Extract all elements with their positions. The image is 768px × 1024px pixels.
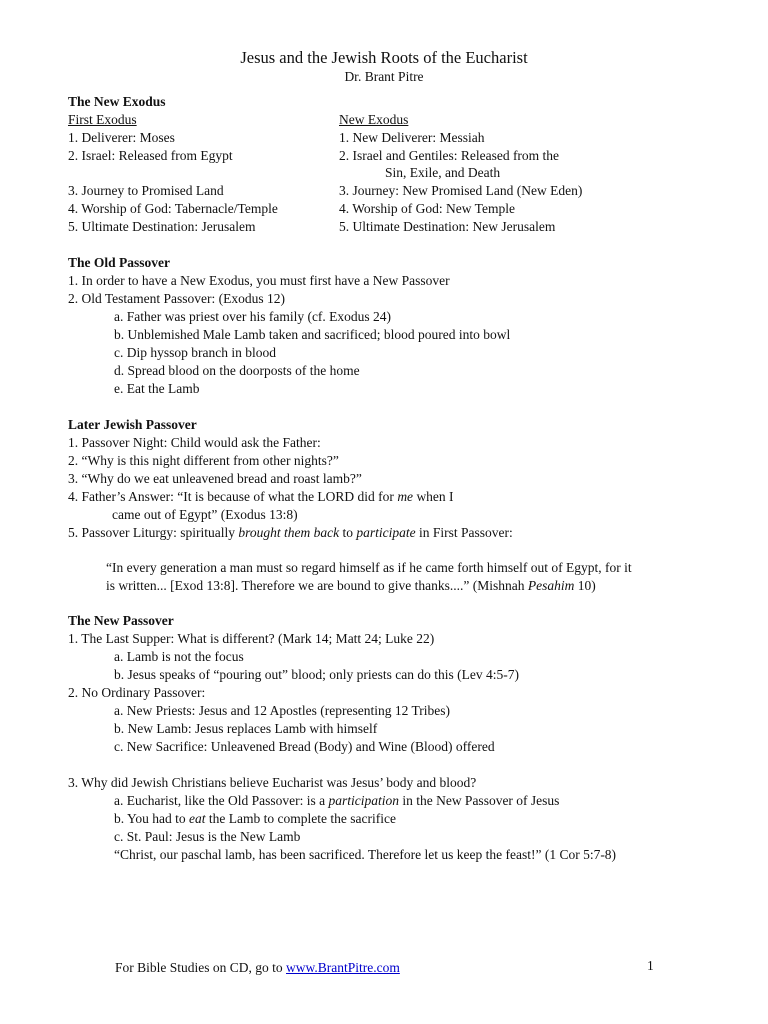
new-exodus-item: 1. New Deliverer: Messiah xyxy=(339,130,485,145)
first-exodus-item: 3. Journey to Promised Land xyxy=(68,183,224,198)
list-item: 1. The Last Supper: What is different? (Mark 14; Matt 24; Luke 22) xyxy=(68,631,435,646)
new-exodus-item: 5. Ultimate Destination: New Jerusalem xyxy=(339,219,556,234)
list-item: 4. Father’s Answer: “It is because of what the LORD did for me when I xyxy=(68,489,454,504)
block-quote: “In every generation a man must so regard himself as if he came forth himself out of Egypt, for it xyxy=(106,560,632,575)
document-author: Dr. Brant Pitre xyxy=(344,69,424,84)
section-heading-new-exodus: The New Exodus xyxy=(68,94,166,109)
new-exodus-item-continued: Sin, Exile, and Death xyxy=(385,165,501,180)
sub-list-item: b. Jesus speaks of “pouring out” blood; only priests can do this (Lev 4:5-7) xyxy=(114,667,519,682)
list-item: 3. Why did Jewish Christians believe Eucharist was Jesus’ body and blood? xyxy=(68,775,477,790)
footer-text: For Bible Studies on CD, go to xyxy=(115,960,287,975)
sub-list-item: d. Spread blood on the doorposts of the home xyxy=(114,363,360,378)
first-exodus-item: 2. Israel: Released from Egypt xyxy=(68,148,233,163)
new-exodus-item: 4. Worship of God: New Temple xyxy=(339,201,515,216)
sub-list-item: a. New Priests: Jesus and 12 Apostles (representing 12 Tribes) xyxy=(114,703,450,718)
section-heading-later-jewish-passover: Later Jewish Passover xyxy=(68,417,197,432)
list-item-continued: came out of Egypt” (Exodus 13:8) xyxy=(112,507,298,522)
section-heading-new-passover: The New Passover xyxy=(68,613,174,628)
new-exodus-item: 3. Journey: New Promised Land (New Eden) xyxy=(339,183,583,198)
block-quote-continued: is written... [Exod 13:8]. Therefore we are bound to give thanks....” (Mishnah Pesahim 10) xyxy=(106,578,596,593)
sub-list-item: b. You had to eat the Lamb to complete the sacrifice xyxy=(114,811,396,826)
sub-list-item: a. Eucharist, like the Old Passover: is a participation in the New Passover of Jesus xyxy=(114,793,560,808)
page-number: 1 xyxy=(647,958,654,973)
list-item: 1. In order to have a New Exodus, you must first have a New Passover xyxy=(68,273,450,288)
column-heading-first-exodus: First Exodus xyxy=(68,112,137,127)
sub-list-item: c. New Sacrifice: Unleavened Bread (Body) and Wine (Blood) offered xyxy=(114,739,495,754)
sub-list-item: e. Eat the Lamb xyxy=(114,381,200,396)
first-exodus-item: 5. Ultimate Destination: Jerusalem xyxy=(68,219,256,234)
first-exodus-item: 4. Worship of God: Tabernacle/Temple xyxy=(68,201,278,216)
quotation: “Christ, our paschal lamb, has been sacrificed. Therefore let us keep the feast!” (1 Cor 5:7-8) xyxy=(114,847,617,862)
website-link[interactable]: www.BrantPitre.com xyxy=(286,960,400,975)
list-item: 3. “Why do we eat unleavened bread and roast lamb?” xyxy=(68,471,362,486)
sub-list-item: a. Lamb is not the focus xyxy=(114,649,244,664)
first-exodus-item: 1. Deliverer: Moses xyxy=(68,130,175,145)
sub-list-item: b. Unblemished Male Lamb taken and sacrificed; blood poured into bowl xyxy=(114,327,511,342)
sub-list-item: c. St. Paul: Jesus is the New Lamb xyxy=(114,829,301,844)
sub-list-item: b. New Lamb: Jesus replaces Lamb with himself xyxy=(114,721,378,736)
list-item: 2. No Ordinary Passover: xyxy=(68,685,206,700)
list-item: 1. Passover Night: Child would ask the Father: xyxy=(68,435,321,450)
sub-list-item: c. Dip hyssop branch in blood xyxy=(114,345,276,360)
document-title: Jesus and the Jewish Roots of the Eucharist xyxy=(240,48,528,67)
footer xyxy=(115,959,400,977)
list-item: 5. Passover Liturgy: spiritually brought them back to participate in First Passover: xyxy=(68,525,513,540)
new-exodus-item: 2. Israel and Gentiles: Released from the xyxy=(339,148,560,163)
column-heading-new-exodus: New Exodus xyxy=(339,112,409,127)
section-heading-old-passover: The Old Passover xyxy=(68,255,171,270)
list-item: 2. Old Testament Passover: (Exodus 12) xyxy=(68,291,286,306)
sub-list-item: a. Father was priest over his family (cf. Exodus 24) xyxy=(114,309,392,324)
list-item: 2. “Why is this night different from other nights?” xyxy=(68,453,339,468)
